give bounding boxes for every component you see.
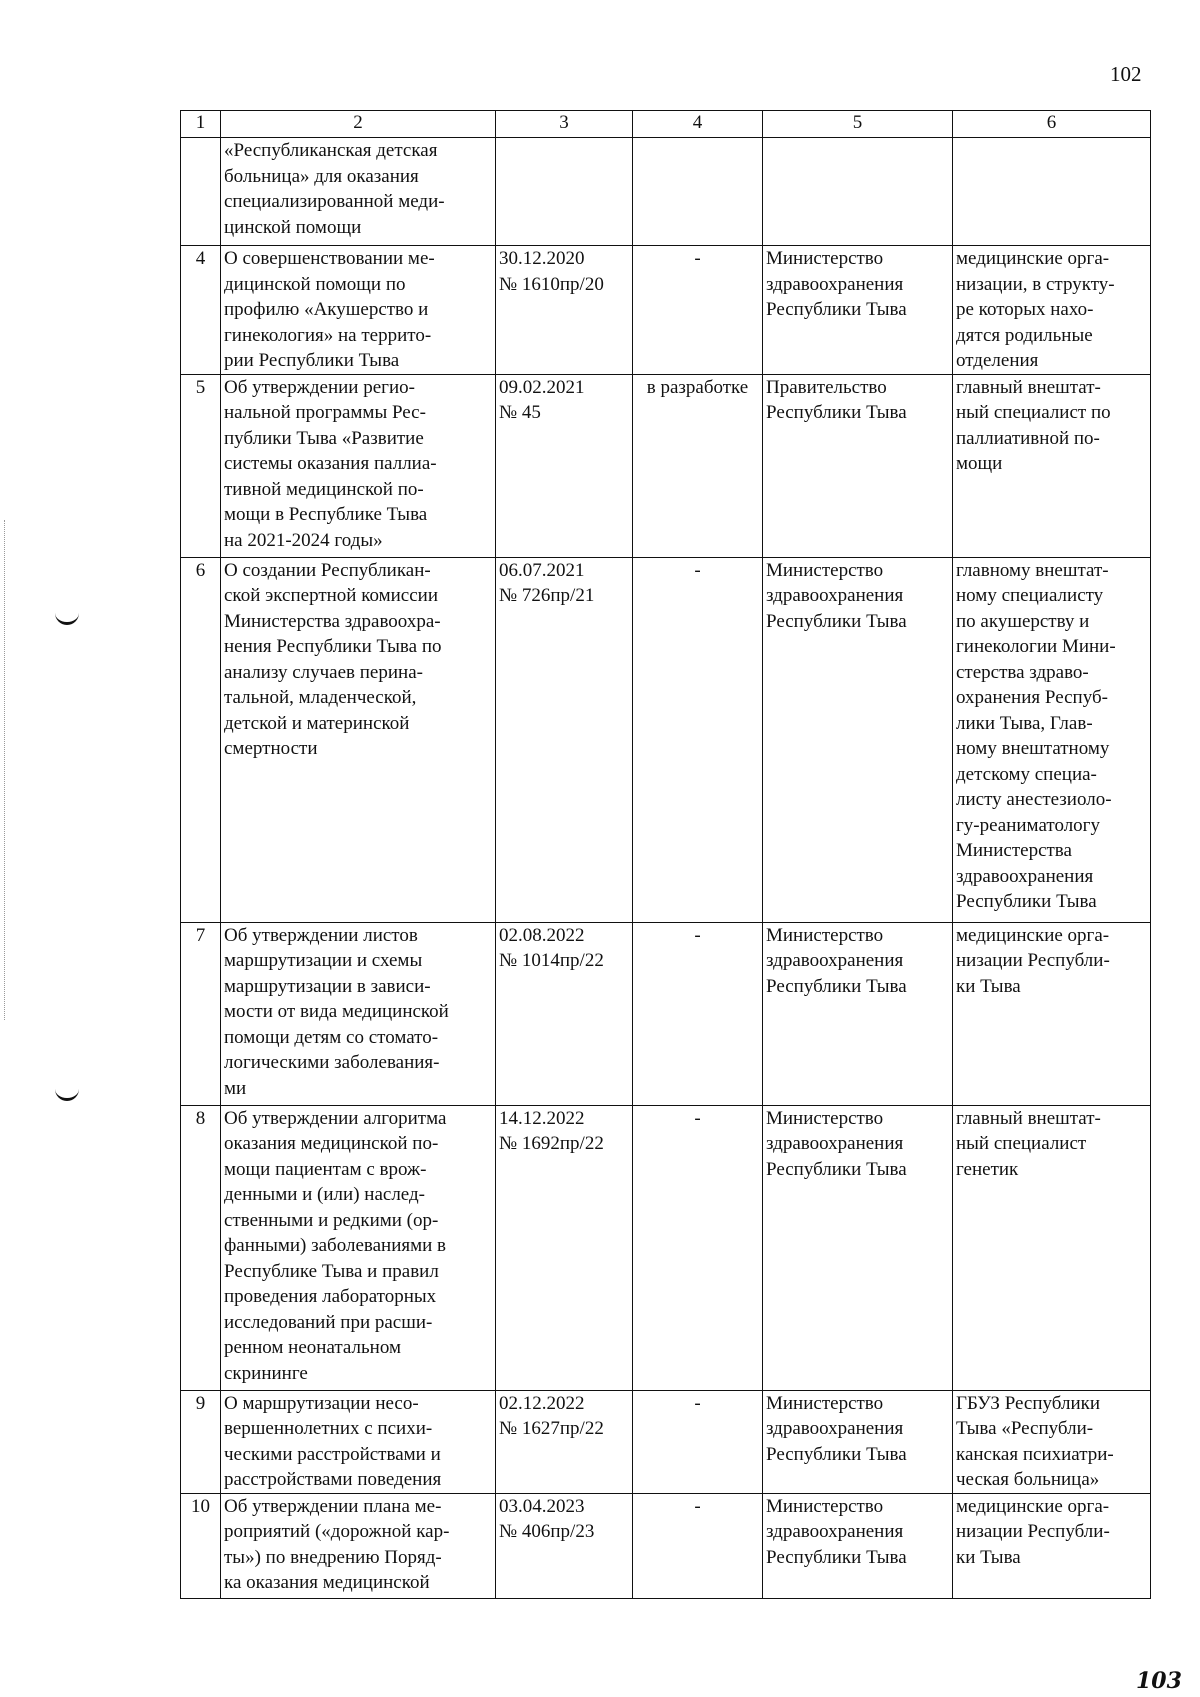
responsible-body (763, 1105, 953, 1390)
document-title-line: больница» для оказания (224, 165, 419, 187)
responsible-body-line: здравоохранения (766, 1521, 904, 1542)
document-title (221, 1493, 496, 1598)
handwritten-page-number: 103 (1136, 1668, 1182, 1694)
responsible-body-line: Республики Тыва (766, 1443, 907, 1465)
document-title-line: ренном неонатальном (224, 1337, 402, 1358)
document-date-number (496, 138, 633, 246)
document-title (221, 922, 496, 1105)
executors-line: мощи (956, 453, 1003, 474)
executors-line: детскому специа- (956, 763, 1097, 785)
document-title-line: Об утверждении листов (224, 924, 418, 946)
responsible-body-line: Министерство (766, 1392, 884, 1414)
table-row (181, 246, 1151, 375)
executors-line: по акушерству и (956, 610, 1090, 632)
margin-hole-mark (55, 612, 79, 625)
document-title-line: логическими заболевания- (224, 1052, 440, 1073)
document-date-number-line: 30.12.2020 (499, 248, 585, 269)
responsible-body (763, 557, 953, 922)
document-date-number-line: 02.08.2022 (499, 924, 585, 946)
responsible-body-line: Министерство (766, 248, 884, 269)
executors-line: Тыва «Республи- (956, 1418, 1094, 1439)
table-row (181, 138, 1151, 246)
executors-line: паллиативной по- (956, 427, 1100, 449)
document-title-line: маршрутизации и схемы (224, 950, 423, 971)
executors-line: гинекологии Мини- (956, 636, 1116, 657)
document-title-line: нальной программы Рес- (224, 402, 426, 423)
executors (953, 1390, 1151, 1493)
document-title-line: публики Тыва «Развитие (224, 427, 424, 449)
responsible-body (763, 922, 953, 1105)
document-title-line: профилю «Акушерство и (224, 299, 429, 320)
responsible-body (763, 138, 953, 246)
executors-line: Республики Тыва (956, 891, 1097, 912)
document-title-line: Министерства здравоохра- (224, 610, 441, 632)
document-date-number (496, 1105, 633, 1390)
document-status: - (633, 1105, 763, 1390)
document-title-line: смертности (224, 738, 318, 759)
document-title-line: роприятий («дорожной кар- (224, 1521, 450, 1542)
table-row (181, 1390, 1151, 1493)
document-title-line: ты») по внедрению Поряд- (224, 1546, 442, 1568)
document-title-line: детской и материнской (224, 712, 410, 734)
row-number: 10 (181, 1493, 221, 1598)
responsible-body (763, 1390, 953, 1493)
executors (953, 138, 1151, 246)
executors-line: низации Республи- (956, 950, 1110, 971)
document-title-line: фанными) заболеваниями в (224, 1235, 447, 1256)
responsible-body-line: Республики Тыва (766, 299, 907, 320)
document-date-number-line: 09.02.2021 (499, 376, 585, 398)
document-title-line: оказания медицинской по- (224, 1133, 439, 1154)
executors (953, 557, 1151, 922)
responsible-body-line: Республики Тыва (766, 610, 907, 632)
document-date-number-line: № 1692пр/22 (499, 1133, 604, 1154)
document-title-line: ственными и редкими (ор- (224, 1209, 439, 1231)
executors-line: канская психиатри- (956, 1443, 1114, 1465)
document-status: в разработке (633, 374, 763, 557)
executors (953, 374, 1151, 557)
document-title-line: Об утверждении регио- (224, 376, 415, 398)
executors-line: главный внештат- (956, 1107, 1101, 1129)
executors (953, 1105, 1151, 1390)
executors-line: главный внештат- (956, 376, 1101, 398)
executors (953, 1493, 1151, 1598)
executors-line: низации, в структу- (956, 273, 1115, 295)
document-date-number (496, 246, 633, 375)
responsible-body-line: здравоохранения (766, 950, 904, 971)
executors-line: медицинские орга- (956, 248, 1110, 269)
document-date-number-line: № 406пр/23 (499, 1521, 595, 1542)
document-title (221, 1105, 496, 1390)
document-title-line: мощи пациентам с врож- (224, 1158, 427, 1180)
executors-line: ному внештатному (956, 738, 1110, 759)
document-title-line: Республике Тыва и правил (224, 1260, 439, 1282)
document-status: - (633, 1493, 763, 1598)
executors-line: медицинские орга- (956, 924, 1110, 946)
page-number: 102 (1110, 62, 1142, 86)
document-date-number-line: № 1610пр/20 (499, 273, 604, 295)
document-title (221, 1390, 496, 1493)
executors-line: Министерства (956, 840, 1072, 861)
responsible-body (763, 374, 953, 557)
document-title-line: маршрутизации в зависи- (224, 975, 431, 997)
executors-line: гу-реаниматологу (956, 814, 1100, 836)
document-title-line: нения Республики Тыва по (224, 636, 442, 657)
document-date-number-line: 14.12.2022 (499, 1107, 585, 1129)
executors-line: листу анестезиоло- (956, 789, 1112, 810)
executors-line: ре которых нахо- (956, 299, 1094, 320)
responsible-body (763, 246, 953, 375)
executors-line: ки Тыва (956, 1546, 1021, 1568)
document-title (221, 374, 496, 557)
document-title-line: Об утверждении плана ме- (224, 1495, 442, 1517)
row-number: 5 (181, 374, 221, 557)
header-cell: 6 (953, 111, 1151, 138)
document-title-line: О создании Республикан- (224, 559, 431, 581)
table-row (181, 922, 1151, 1105)
document-title-line: на 2021-2024 годы» (224, 529, 383, 551)
executors-line: генетик (956, 1158, 1019, 1180)
document-date-number (496, 922, 633, 1105)
document-date-number-line: № 726пр/21 (499, 585, 595, 606)
responsible-body-line: здравоохранения (766, 1133, 904, 1154)
document-title-line: системы оказания паллиа- (224, 453, 437, 474)
header-cell: 2 (221, 111, 496, 138)
executors (953, 246, 1151, 375)
document-status: - (633, 1390, 763, 1493)
header-cell: 4 (633, 111, 763, 138)
document-title-line: ской экспертной комиссии (224, 585, 439, 606)
document-date-number-line: 02.12.2022 (499, 1392, 585, 1414)
document-title-line: О совершенствовании ме- (224, 248, 435, 269)
document-table (180, 110, 1151, 1599)
document-title (221, 138, 496, 246)
document-title (221, 557, 496, 922)
document-title-line: специализированной меди- (224, 191, 445, 212)
table-header-row (181, 111, 1151, 138)
responsible-body-line: Республики Тыва (766, 1158, 907, 1180)
document-date-number (496, 1390, 633, 1493)
document-date-number-line: 06.07.2021 (499, 559, 585, 581)
table-row (181, 1493, 1151, 1598)
document-status (633, 138, 763, 246)
executors-line: главному внештат- (956, 559, 1109, 581)
executors-line: ки Тыва (956, 975, 1021, 997)
document-title-line: О маршрутизации несо- (224, 1392, 419, 1414)
document-title-line: скрининге (224, 1362, 308, 1384)
document-title-line: Об утверждении алгоритма (224, 1107, 447, 1129)
row-number: 7 (181, 922, 221, 1105)
table-row (181, 1105, 1151, 1390)
document-date-number-line: № 1627пр/22 (499, 1418, 604, 1439)
executors-line: ному специалисту (956, 585, 1104, 606)
document-title (221, 246, 496, 375)
table-row (181, 374, 1151, 557)
header-cell: 3 (496, 111, 633, 138)
executors-line: стерства здраво- (956, 661, 1089, 683)
document-title-line: ми (224, 1077, 247, 1099)
executors-line: здравоохранения (956, 865, 1094, 887)
executors-line: ный специалист по (956, 402, 1111, 423)
document-status: - (633, 922, 763, 1105)
document-title-line: расстройствами поведения (224, 1469, 442, 1490)
margin-hole-mark (55, 1088, 79, 1101)
responsible-body-line: Правительство (766, 376, 887, 398)
row-number: 9 (181, 1390, 221, 1493)
document-title-line: проведения лабораторных (224, 1286, 437, 1307)
executors (953, 922, 1151, 1105)
document-title-line: «Республиканская детская (224, 140, 438, 161)
row-number: 4 (181, 246, 221, 375)
header-cell: 5 (763, 111, 953, 138)
responsible-body-line: Республики Тыва (766, 975, 907, 997)
responsible-body-line: Республики Тыва (766, 402, 907, 423)
document-title-line: тивной медицинской по- (224, 478, 424, 500)
header-cell: 1 (181, 111, 221, 138)
document-title-line: мощи в Республике Тыва (224, 504, 428, 525)
executors-line: медицинские орга- (956, 1495, 1110, 1517)
responsible-body-line: Министерство (766, 559, 884, 581)
document-title-line: помощи детям со стомато- (224, 1026, 439, 1048)
responsible-body-line: Министерство (766, 1107, 884, 1129)
document-title-line: цинской помощи (224, 216, 362, 238)
left-margin-dots (4, 520, 7, 1020)
executors-line: дятся родильные (956, 324, 1093, 346)
responsible-body-line: Министерство (766, 1495, 884, 1517)
document-title-line: рии Республики Тыва (224, 350, 400, 371)
executors-line: отделения (956, 350, 1039, 371)
document-title-line: мости от вида медицинской (224, 1001, 449, 1022)
row-number (181, 138, 221, 246)
responsible-body-line: здравоохранения (766, 273, 904, 295)
document-title-line: денными и (или) наслед- (224, 1184, 425, 1205)
document-title-line: дицинской помощи по (224, 273, 406, 295)
document-status: - (633, 246, 763, 375)
document-title-line: ка оказания медицинской (224, 1572, 430, 1593)
row-number: 8 (181, 1105, 221, 1390)
executors-line: ный специалист (956, 1133, 1087, 1154)
table-row (181, 557, 1151, 922)
document-title-line: анализу случаев перина- (224, 661, 423, 683)
document-date-number (496, 1493, 633, 1598)
responsible-body-line: здравоохранения (766, 585, 904, 606)
document-date-number (496, 557, 633, 922)
document-title-line: гинекология» на террито- (224, 324, 432, 346)
responsible-body-line: Министерство (766, 924, 884, 946)
document-date-number (496, 374, 633, 557)
row-number: 6 (181, 557, 221, 922)
executors-line: лики Тыва, Глав- (956, 712, 1093, 734)
executors-line: охранения Респуб- (956, 687, 1108, 708)
executors-line: низации Республи- (956, 1521, 1110, 1542)
document-status: - (633, 557, 763, 922)
executors-line: ГБУЗ Республики (956, 1392, 1101, 1414)
responsible-body-line: Республики Тыва (766, 1546, 907, 1568)
document-title-line: ческими расстройствами и (224, 1443, 441, 1465)
document-date-number-line: № 45 (499, 402, 541, 423)
document-title-line: тальной, младенческой, (224, 687, 417, 708)
executors-line: ческая больница» (956, 1469, 1100, 1490)
document-date-number-line: № 1014пр/22 (499, 950, 604, 971)
responsible-body-line: здравоохранения (766, 1418, 904, 1439)
responsible-body (763, 1493, 953, 1598)
document-title-line: вершеннолетних с психи- (224, 1418, 433, 1439)
document-date-number-line: 03.04.2023 (499, 1495, 585, 1517)
document-title-line: исследований при расши- (224, 1311, 433, 1333)
